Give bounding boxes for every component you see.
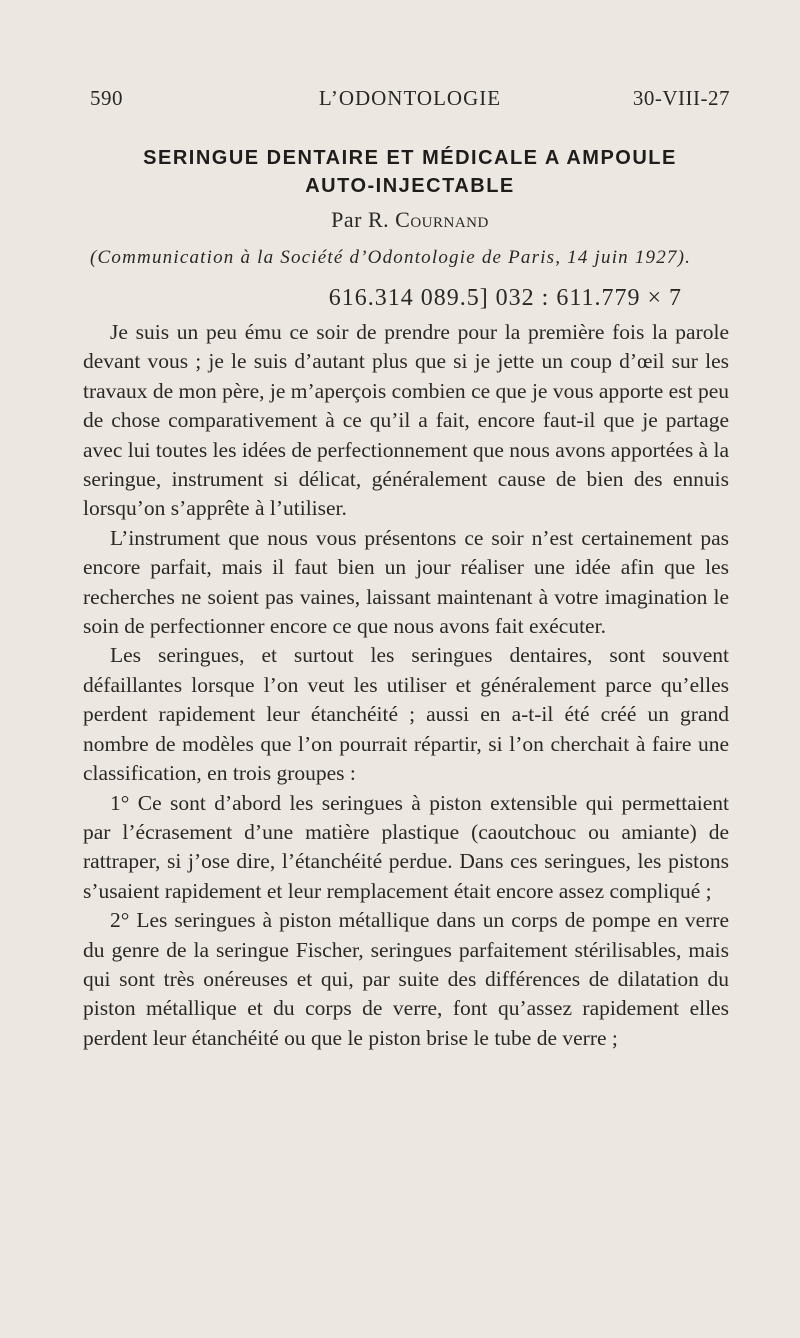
paragraph: L’instrument que nous vous présentons ce soir n’est certainement pas encore parfait, mais il faut bien un jour réaliser une idée afin que les recherches ne soient pas vaines, laissant maintenant à votre imagination le soin de perfectionner encore ce que nous avons fait exécuter. bbox=[83, 525, 729, 639]
article-title-line-2: AUTO-INJECTABLE bbox=[305, 175, 515, 197]
paragraph: Je suis un peu ému ce soir de prendre pour la première fois la parole devant vous ; je le suis d’autant plus que si je jette un coup d’œil sur les travaux de mon père, je m’aperçois combien ce que je vous apporte est peu de chose comparativement à ce qu’il a fait, encore faut-il que je partage avec lui toutes les idées de perfectionnement que nous avons apportées à la seringue, instrument si délicat, généralement cause de bien des ennuis lorsqu’on s’apprête à l’utiliser. bbox=[83, 320, 729, 521]
communication-note: (Communication à la Société d’Odontologie de Paris, 14 juin 1927). bbox=[90, 247, 692, 268]
article-title-line-1: SERINGUE DENTAIRE ET MÉDICALE A AMPOULE bbox=[143, 147, 677, 169]
issue-date: 30-VIII-27 bbox=[632, 86, 730, 110]
paragraph: 1° Ce sont d’abord les seringues à piston extensible qui permettaient par l’écrasement d’une matière plastique (caoutchouc ou amiante) de rattraper, si j’ose dire, l’étanchéité perdue. Dans ces seringues, les pistons s’usaient rapidement et leur remplacement était encore assez compliqué ; bbox=[83, 790, 729, 903]
page-number: 590 bbox=[90, 86, 123, 110]
article-body bbox=[83, 318, 729, 1053]
byline bbox=[60, 207, 760, 233]
running-header bbox=[90, 86, 730, 116]
paragraph: 2° Les seringues à piston métallique dans un corps de pompe en verre du genre de la seringue Fischer, seringues parfaitement stérilisables, mais qui sont très onéreuses et qui, par suite des différences de dilatation du piston métallique et du corps de verre, font qu’assez rapidement elles perdent leur étanchéité ou que le piston brise le tube de verre ; bbox=[83, 908, 729, 1050]
author-name: Cournand bbox=[395, 207, 489, 232]
classification-code: 616.314 089.5] 032 : 611.779 × 7 bbox=[328, 285, 682, 311]
paragraph: Les seringues, et surtout les seringues dentaires, sont souvent défaillantes lorsque l’on veut les utiliser et généralement parce qu’elles perdent rapidement leur étanchéité ; aussi en a-t-il été créé un grand nombre de modèles que l’on pourrait répartir, si l’on cherchait à faire une classification, en trois groupes : bbox=[83, 643, 729, 786]
byline-prefix: Par R. bbox=[331, 207, 390, 232]
journal-title: L’ODONTOLOGIE bbox=[318, 86, 502, 110]
